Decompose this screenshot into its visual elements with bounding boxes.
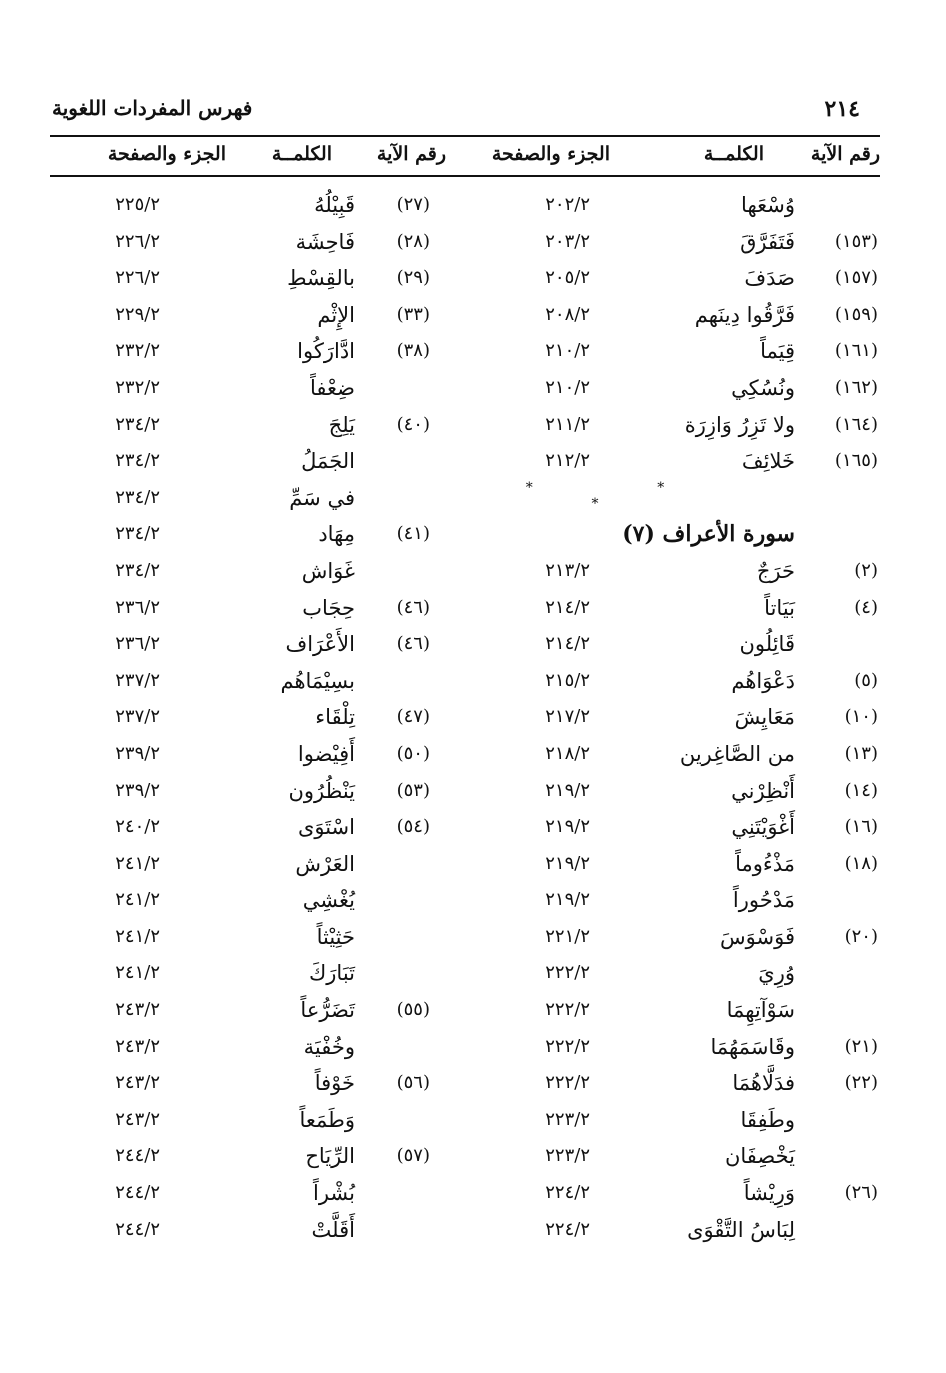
volume-page-ref: ٢١٢/٢ xyxy=(545,450,590,472)
index-row xyxy=(470,443,880,480)
index-row xyxy=(470,955,880,992)
verse-number: (٥٥) xyxy=(396,999,430,1021)
index-word: وُرِيَ xyxy=(758,961,795,986)
index-row xyxy=(470,224,880,261)
volume-page-ref: ٢١٤/٢ xyxy=(545,596,590,618)
index-word: وخُفْيَة xyxy=(303,1034,355,1059)
volume-page-ref: ٢٤٤/٢ xyxy=(115,1218,160,1240)
index-word: فَرَّقُوا دِينَهم xyxy=(694,302,795,327)
volume-page-ref: ٢٢١/٢ xyxy=(545,925,590,947)
index-row xyxy=(50,1175,450,1212)
verse-number: (٢٨) xyxy=(396,230,430,252)
verse-number: (٣٣) xyxy=(396,303,430,325)
index-word: ضِعْفاً xyxy=(310,375,355,400)
volume-page-ref: ٢٢٥/٢ xyxy=(115,194,160,215)
index-word: حَثِيْثاً xyxy=(316,924,355,949)
volume-page-ref: ٢١٠/٢ xyxy=(545,340,590,362)
index-word: الرِّيَاح xyxy=(305,1144,355,1169)
index-row xyxy=(470,1138,880,1175)
index-row xyxy=(470,1212,880,1249)
index-word: صَدَفَ xyxy=(744,266,795,291)
verse-number: (٢٧) xyxy=(396,194,430,215)
index-row xyxy=(50,260,450,297)
verse-number: (٥٧) xyxy=(396,1145,430,1167)
volume-page-ref: ٢١٩/٢ xyxy=(545,816,590,838)
index-word: غَوَاش xyxy=(301,558,355,583)
index-word: من الصَّاغِرين xyxy=(679,741,795,766)
volume-page-ref: ٢٤٣/٢ xyxy=(115,1108,160,1130)
index-word: ادَّارَكُوا xyxy=(297,339,355,364)
index-row xyxy=(470,919,880,956)
index-word: يُغْشِي xyxy=(302,888,355,913)
index-row xyxy=(50,626,450,663)
index-row xyxy=(50,333,450,370)
index-row xyxy=(470,626,880,663)
index-row xyxy=(50,992,450,1029)
verse-number: (٤٦) xyxy=(396,633,430,655)
volume-page-ref: ٢١٤/٢ xyxy=(545,633,590,655)
volume-page-ref: ٢٢٢/٢ xyxy=(545,1035,590,1057)
index-row xyxy=(470,187,880,224)
index-row xyxy=(50,955,450,992)
index-word: قَبِيْلُهُ xyxy=(314,193,355,217)
index-row xyxy=(50,1102,450,1139)
index-word: فَتَفَرَّقَ xyxy=(740,229,795,254)
verse-number: (١٦) xyxy=(844,816,878,838)
surah-heading-row xyxy=(470,516,880,553)
index-word: خَوْفاً xyxy=(314,1071,355,1096)
verse-number: (١٦٥) xyxy=(834,450,878,472)
index-word: في سَمِّ xyxy=(289,485,355,510)
volume-page-ref: ٢٣٧/٢ xyxy=(115,669,160,691)
volume-page-ref: ٢٤٤/٢ xyxy=(115,1145,160,1167)
verse-number: (٤١) xyxy=(396,523,430,545)
volume-page-ref: ٢٤١/٢ xyxy=(115,889,160,911)
index-row xyxy=(470,773,880,810)
index-word: بُشْراً xyxy=(313,1181,355,1206)
verse-number: (٢٠) xyxy=(844,925,878,947)
index-row xyxy=(50,224,450,261)
index-row xyxy=(50,882,450,919)
index-word: وطَفِقَا xyxy=(740,1107,795,1132)
volume-page-ref: ٢٤١/٢ xyxy=(115,852,160,874)
verse-number: (٥٠) xyxy=(396,742,430,764)
index-word: يَخْصِفَان xyxy=(724,1144,795,1169)
index-row xyxy=(470,809,880,846)
header-rule xyxy=(50,135,880,137)
volume-page-ref: ٢٤٣/٢ xyxy=(115,999,160,1021)
index-row xyxy=(50,443,450,480)
page-number: ٢١٤ xyxy=(824,96,860,122)
volume-page-ref: ٢٢٢/٢ xyxy=(545,1072,590,1094)
verse-number: (١٤) xyxy=(844,779,878,801)
volume-page-ref: ٢٣٩/٢ xyxy=(115,742,160,764)
volume-page-ref: ٢٣٢/٢ xyxy=(115,376,160,398)
volume-page-ref: ٢٢٢/٢ xyxy=(545,962,590,984)
volume-page-ref: ٢١٧/٢ xyxy=(545,706,590,728)
volume-page-ref: ٢٢٣/٢ xyxy=(545,1108,590,1130)
index-row xyxy=(50,553,450,590)
volume-page-ref: ٢٣٤/٢ xyxy=(115,413,160,435)
index-row xyxy=(50,1065,450,1102)
index-row xyxy=(50,663,450,700)
verse-number: (٤) xyxy=(854,596,878,618)
left-index-column xyxy=(50,187,450,1248)
index-row xyxy=(50,297,450,334)
volume-page-ref: ٢٠٥/٢ xyxy=(545,267,590,289)
verse-number: (٣٨) xyxy=(396,340,430,362)
volume-page-ref: ٢٣٤/٢ xyxy=(115,559,160,581)
index-word: بَيَاتاً xyxy=(764,595,795,620)
index-word: مِهَاد xyxy=(318,522,355,547)
volume-page-ref: ٢٤٣/٢ xyxy=(115,1035,160,1057)
index-row xyxy=(50,736,450,773)
index-row xyxy=(470,846,880,883)
index-word: تَبَارَكَ xyxy=(308,961,355,986)
index-row xyxy=(470,590,880,627)
index-row xyxy=(50,846,450,883)
volume-page-ref: ٢١٩/٢ xyxy=(545,852,590,874)
verse-number: (٤٧) xyxy=(396,706,430,728)
index-row xyxy=(470,1065,880,1102)
index-row xyxy=(50,919,450,956)
index-row xyxy=(50,516,450,553)
index-row xyxy=(470,663,880,700)
volume-page-ref: ٢٣٩/٢ xyxy=(115,779,160,801)
verse-number: (١٥٣) xyxy=(834,230,878,252)
column-header-rule xyxy=(50,175,880,177)
verse-number: (١٠) xyxy=(844,706,878,728)
index-row xyxy=(50,809,450,846)
volume-page-ref: ٢٣٤/٢ xyxy=(115,486,160,508)
index-word: تِلْقَاء xyxy=(315,705,355,730)
volume-page-ref: ٢٤١/٢ xyxy=(115,925,160,947)
index-row xyxy=(50,187,450,224)
verse-number: (١٥٧) xyxy=(834,267,878,289)
index-word: اسْتَوَى xyxy=(297,815,355,840)
index-row xyxy=(470,297,880,334)
index-word: ولا تَزِرُ وَازِرَة xyxy=(684,412,795,437)
index-row xyxy=(50,1212,450,1249)
volume-page-ref: ٢٤٤/٢ xyxy=(115,1182,160,1204)
column-header-word-left: الكلمــة xyxy=(271,143,332,165)
index-word: يَلِجَ xyxy=(328,412,355,437)
column-header-verse-right: رقم الآية xyxy=(810,143,880,165)
index-word: حَرَجٌ xyxy=(756,558,795,583)
index-word: دَعْوَاهُم xyxy=(731,668,795,693)
verse-number: (٢١) xyxy=(844,1035,878,1057)
verse-number: (٥) xyxy=(854,669,878,691)
volume-page-ref: ٢٣٧/٢ xyxy=(115,706,160,728)
index-word: العَرْش xyxy=(295,851,355,876)
index-word: أَنْظِرْني xyxy=(731,778,795,803)
index-word: فدَلَّاهُمَا xyxy=(732,1071,795,1096)
index-row xyxy=(470,370,880,407)
index-row xyxy=(50,480,450,517)
column-header-page-left: الجزء والصفحة xyxy=(107,143,226,165)
index-row xyxy=(470,992,880,1029)
volume-page-ref: ٢٣٤/٢ xyxy=(115,523,160,545)
index-row xyxy=(470,736,880,773)
volume-page-ref: ٢٢٦/٢ xyxy=(115,230,160,252)
verse-number: (٢) xyxy=(854,559,878,581)
index-word: أَقَلَّتْ xyxy=(311,1217,355,1242)
index-word: وَرِيْشاً xyxy=(743,1181,795,1206)
index-row xyxy=(470,333,880,370)
index-word: بسِيْمَاهُم xyxy=(280,668,355,693)
volume-page-ref: ٢٠٣/٢ xyxy=(545,230,590,252)
index-word: يَنْظُرُون xyxy=(288,778,355,803)
index-word: مَذْءُوماً xyxy=(735,851,795,876)
index-row xyxy=(470,553,880,590)
verse-number: (٥٤) xyxy=(396,816,430,838)
surah-title: سورة الأعراف (٧) xyxy=(622,521,795,548)
volume-page-ref: ٢٢٣/٢ xyxy=(545,1145,590,1167)
index-word: قَائِلُون xyxy=(739,632,795,657)
index-word: ونُسُكِي xyxy=(731,375,795,400)
verse-number: (١٦١) xyxy=(834,340,878,362)
right-index-column xyxy=(470,187,880,1248)
index-row xyxy=(50,1029,450,1066)
volume-page-ref: ٢٠٢/٢ xyxy=(545,194,590,215)
volume-page-ref: ٢٣٢/٢ xyxy=(115,340,160,362)
index-word: قِيَماً xyxy=(760,339,795,364)
index-word: مَدْحُوراً xyxy=(732,888,795,913)
index-row xyxy=(50,370,450,407)
index-word: وقَاسَمَهُمَا xyxy=(710,1034,795,1059)
volume-page-ref: ٢٣٦/٢ xyxy=(115,633,160,655)
index-word: لِبَاسُ التَّقْوَى xyxy=(687,1217,795,1242)
index-row xyxy=(470,1175,880,1212)
index-row xyxy=(470,407,880,444)
section-separator: * * * xyxy=(525,479,725,512)
verse-number: (٤٦) xyxy=(396,596,430,618)
verse-number: (٢٦) xyxy=(844,1182,878,1204)
verse-number: (٢٩) xyxy=(396,267,430,289)
column-header-verse-left: رقم الآية xyxy=(376,143,446,165)
volume-page-ref: ٢١٩/٢ xyxy=(545,779,590,801)
volume-page-ref: ٢٢٩/٢ xyxy=(115,303,160,325)
column-header-page-right: الجزء والصفحة xyxy=(491,143,610,165)
volume-page-ref: ٢١٣/٢ xyxy=(545,559,590,581)
verse-number: (٢٢) xyxy=(844,1072,878,1094)
index-word: أَغْوَيْتَنِي xyxy=(731,815,795,840)
volume-page-ref: ٢٤٣/٢ xyxy=(115,1072,160,1094)
volume-page-ref: ٢٢٢/٢ xyxy=(545,999,590,1021)
index-row xyxy=(470,260,880,297)
index-row xyxy=(50,407,450,444)
index-word: تَضَرُّعاً xyxy=(300,998,355,1023)
volume-page-ref: ٢٢٦/٢ xyxy=(115,267,160,289)
index-row xyxy=(470,882,880,919)
index-word: فَوَسْوَسَ xyxy=(720,924,795,949)
verse-number: (٥٦) xyxy=(396,1072,430,1094)
verse-number: (١٦٤) xyxy=(834,413,878,435)
volume-page-ref: ٢١٨/٢ xyxy=(545,742,590,764)
volume-page-ref: ٢١٥/٢ xyxy=(545,669,590,691)
running-title: فهرس المفردات اللغوية xyxy=(52,96,253,120)
volume-page-ref: ٢٢٤/٢ xyxy=(545,1182,590,1204)
volume-page-ref: ٢٢٤/٢ xyxy=(545,1218,590,1240)
index-word: حِجَاب xyxy=(302,595,355,620)
index-word: فَاحِشَة xyxy=(295,229,355,254)
index-word: الأَعْرَاف xyxy=(285,632,355,657)
volume-page-ref: ٢١٠/٢ xyxy=(545,376,590,398)
volume-page-ref: ٢٣٤/٢ xyxy=(115,450,160,472)
verse-number: (٤٠) xyxy=(396,413,430,435)
index-row xyxy=(470,1102,880,1139)
verse-number: (٥٣) xyxy=(396,779,430,801)
index-word: وَطَمَعاً xyxy=(299,1107,355,1132)
index-row xyxy=(50,773,450,810)
verse-number: (١٨) xyxy=(844,852,878,874)
index-word: سَوْآتِهِمَا xyxy=(726,998,795,1023)
index-word: بالقِسْطِ xyxy=(287,266,355,291)
volume-page-ref: ٢٣٦/٢ xyxy=(115,596,160,618)
index-word: الإِثْم xyxy=(317,302,355,327)
index-word: الجَمَلُ xyxy=(301,449,355,474)
index-word: وُسْعَها xyxy=(741,193,795,217)
column-header-word-right: الكلمــة xyxy=(703,143,764,165)
verse-number: (١٥٩) xyxy=(834,303,878,325)
index-row xyxy=(50,699,450,736)
volume-page-ref: ٢٤١/٢ xyxy=(115,962,160,984)
index-row xyxy=(50,1138,450,1175)
index-word: مَعَايِشَ xyxy=(734,705,795,730)
index-row xyxy=(470,1029,880,1066)
index-word: خَلائِفَ xyxy=(741,449,795,474)
volume-page-ref: ٢١١/٢ xyxy=(545,413,590,435)
verse-number: (١٣) xyxy=(844,742,878,764)
volume-page-ref: ٢١٩/٢ xyxy=(545,889,590,911)
volume-page-ref: ٢٠٨/٢ xyxy=(545,303,590,325)
verse-number: (١٦٢) xyxy=(834,376,878,398)
index-row xyxy=(470,699,880,736)
index-row xyxy=(50,590,450,627)
index-word: أَفِيْضوا xyxy=(297,741,355,766)
volume-page-ref: ٢٤٠/٢ xyxy=(115,816,160,838)
